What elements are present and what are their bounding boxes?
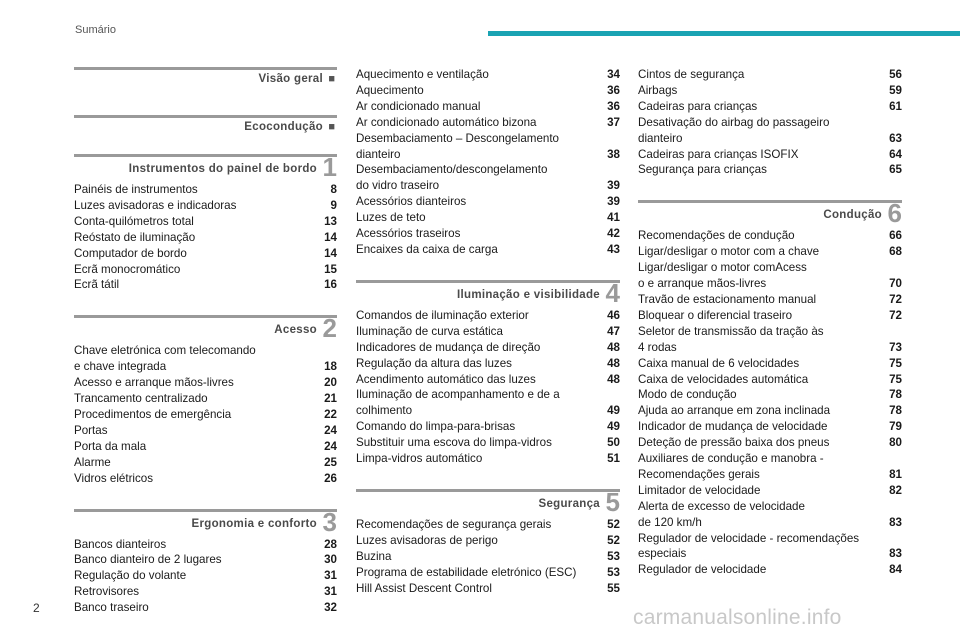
toc-entry-title: Airbags — [638, 83, 678, 97]
section-title: Condução — [823, 209, 882, 222]
toc-entry-page: 52 — [607, 517, 620, 531]
toc-entry[interactable] — [356, 340, 620, 356]
toc-entry-page: 70 — [889, 277, 902, 291]
toc-entry-title: Seletor de transmissão da tração às 4 rodas — [638, 324, 824, 354]
toc-entry[interactable] — [74, 600, 337, 616]
toc-column-3 — [638, 67, 902, 578]
toc-entry[interactable] — [356, 99, 620, 115]
toc-entry[interactable] — [638, 292, 902, 308]
toc-entry[interactable] — [638, 67, 902, 83]
toc-entry[interactable] — [74, 214, 337, 230]
section-header[interactable] — [74, 506, 337, 537]
toc-entry[interactable] — [356, 451, 620, 467]
toc-entry-page: 73 — [889, 340, 902, 354]
toc-entry[interactable] — [74, 182, 337, 198]
toc-section — [356, 67, 620, 258]
toc-entry[interactable] — [74, 552, 337, 568]
section-number: 2 — [322, 313, 337, 344]
toc-entry-page: 49 — [607, 420, 620, 434]
toc-entry-page: 39 — [607, 195, 620, 209]
toc-entry-page: 50 — [607, 436, 620, 450]
toc-entry-page: 63 — [889, 131, 902, 145]
toc-entry[interactable] — [356, 226, 620, 242]
toc-entry-title: Travão de estacionamento manual — [638, 292, 817, 306]
toc-entry[interactable] — [638, 147, 902, 163]
toc-entry-page: 38 — [607, 147, 620, 161]
section-spacer — [356, 467, 620, 489]
section-marker-icon: ■ — [328, 121, 335, 133]
toc-entry[interactable] — [74, 439, 337, 455]
section-title: Iluminação e visibilidade — [457, 288, 600, 301]
toc-entry-title: Ligar/desligar o motor comAcess o e arranque mãos-livres — [638, 261, 807, 291]
toc-entry-title: Desembaciamento/descongelamento do vidro traseiro — [356, 163, 548, 193]
toc-entry[interactable] — [638, 115, 902, 147]
toc-entry-title: Alerta de excesso de velocidade de 120 km/h — [638, 499, 805, 529]
toc-entry-page: 83 — [889, 515, 902, 529]
toc-entry-title: Segurança para crianças — [638, 163, 767, 177]
toc-entry-title: Bloquear o diferencial traseiro — [638, 308, 793, 322]
toc-entry-page: 51 — [607, 452, 620, 466]
toc-entry-title: Aquecimento e ventilação — [356, 68, 489, 81]
toc-entry-page: 66 — [889, 229, 902, 243]
toc-entry[interactable] — [356, 210, 620, 226]
toc-entry[interactable] — [638, 356, 902, 372]
toc-entry-title: Cadeiras para crianças ISOFIX — [638, 147, 799, 161]
toc-entry[interactable] — [638, 435, 902, 451]
toc-entry[interactable] — [74, 343, 337, 375]
toc-entry-page: 31 — [324, 585, 337, 599]
toc-entry[interactable] — [356, 162, 620, 194]
page-number: 2 — [33, 601, 40, 615]
toc-entry-page: 16 — [324, 278, 337, 292]
section-number: 4 — [605, 277, 620, 308]
section-header[interactable] — [356, 277, 620, 308]
toc-entry-title: Deteção de pressão baixa dos pneus — [638, 436, 830, 450]
toc-entry-page: 48 — [607, 340, 620, 354]
section-spacer — [74, 141, 337, 154]
toc-entry-page: 36 — [607, 99, 620, 113]
toc-entry-title: Caixa de velocidades automática — [638, 372, 809, 386]
toc-entry[interactable] — [356, 356, 620, 372]
toc-entry[interactable] — [74, 391, 337, 407]
toc-entry[interactable] — [356, 372, 620, 388]
toc-entry[interactable] — [356, 194, 620, 210]
toc-entry[interactable] — [356, 435, 620, 451]
toc-entry-title: Regulação do volante — [74, 569, 187, 583]
toc-section — [74, 154, 337, 293]
toc-entry[interactable] — [356, 419, 620, 435]
toc-entry-title: Bancos dianteiros — [74, 537, 167, 551]
toc-entry-title: Buzina — [356, 549, 392, 563]
toc-entry-title: Indicador de mudança de velocidade — [638, 420, 828, 434]
section-number: 3 — [322, 506, 337, 537]
toc-entry-title: Desativação do airbag do passageiro dianteiro — [638, 115, 830, 145]
toc-entry[interactable] — [74, 537, 337, 553]
section-title: Visão geral — [258, 73, 323, 85]
toc-entry-page: 13 — [324, 214, 337, 228]
toc-entry-page: 9 — [330, 198, 337, 212]
toc-entry-page: 24 — [324, 439, 337, 453]
toc-entry-title: Hill Assist Descent Control — [356, 581, 492, 595]
toc-entry[interactable] — [74, 230, 337, 246]
section-header[interactable] — [638, 200, 902, 228]
toc-entry[interactable] — [356, 242, 620, 258]
toc-entry-title: Modo de condução — [638, 388, 737, 402]
toc-entry-title: Recomendações de condução — [638, 229, 795, 243]
toc-entry-page: 49 — [607, 404, 620, 418]
toc-entry-page: 26 — [324, 471, 337, 485]
toc-entry-title: Retrovisores — [74, 585, 140, 599]
toc-entry-title: Indicadores de mudança de direção — [356, 340, 541, 354]
toc-section — [74, 67, 337, 93]
toc-entry-title: Caixa manual de 6 velocidades — [638, 356, 800, 370]
toc-entry-title: Vidros elétricos — [74, 471, 154, 485]
toc-column-1 — [74, 67, 337, 616]
section-spacer — [74, 293, 337, 315]
toc-entry-page: 79 — [889, 420, 902, 434]
toc-entry-page: 22 — [324, 407, 337, 421]
toc-entry[interactable] — [638, 324, 902, 356]
toc-entry-page: 68 — [889, 245, 902, 259]
section-rule — [74, 315, 337, 318]
section-number: 6 — [887, 198, 902, 229]
section-rule — [356, 280, 620, 283]
toc-entry-page: 34 — [607, 68, 620, 81]
toc-entry[interactable] — [74, 375, 337, 391]
toc-entry[interactable] — [638, 372, 902, 388]
toc-entry-page: 21 — [324, 392, 337, 406]
toc-entry[interactable] — [638, 483, 902, 499]
toc-entry-page: 36 — [607, 83, 620, 97]
toc-entry-title: Porta da mala — [74, 439, 147, 453]
toc-entry-page: 28 — [324, 537, 337, 551]
toc-entry[interactable] — [356, 549, 620, 565]
toc-entry-title: Ecrã monocromático — [74, 262, 181, 276]
section-rule — [356, 489, 620, 492]
toc-entry-title: Ecrã tátil — [74, 278, 120, 292]
toc-entry-page: 25 — [324, 455, 337, 469]
toc-entry-page: 18 — [324, 360, 337, 374]
header-label: Sumário — [75, 24, 116, 36]
toc-entry[interactable] — [638, 228, 902, 244]
toc-entry-title: Trancamento centralizado — [74, 392, 208, 406]
section-number: 5 — [605, 486, 620, 517]
toc-entry-title: Luzes avisadoras de perigo — [356, 533, 498, 547]
toc-entry-title: Acendimento automático das luzes — [356, 372, 536, 386]
toc-entry-title: Aquecimento — [356, 83, 424, 97]
section-title: Acesso — [274, 324, 317, 337]
toc-entry-page: 55 — [607, 581, 620, 595]
toc-entry-title: Desembaciamento – Descongelamento dianteiro — [356, 131, 560, 161]
section-rule — [638, 200, 902, 203]
toc-entry[interactable] — [74, 584, 337, 600]
toc-entry-title: Auxiliares de condução e manobra - Recomendações gerais — [638, 452, 824, 481]
toc-entry-title: Procedimentos de emergência — [74, 407, 232, 421]
toc-entry-page: 81 — [889, 467, 902, 481]
toc-entry-page: 14 — [324, 230, 337, 244]
toc-entry-page: 32 — [324, 601, 337, 615]
section-header[interactable] — [74, 154, 337, 182]
section-rule — [74, 154, 337, 157]
toc-entry-title: Reóstato de iluminação — [74, 230, 196, 244]
toc-entry[interactable] — [638, 451, 902, 483]
toc-entry-title: Computador de bordo — [74, 246, 187, 260]
toc-entry-page: 84 — [889, 563, 902, 577]
toc-entry-title: Ar condicionado automático bizona — [356, 115, 537, 129]
toc-entry-title: Comando do limpa-para-brisas — [356, 420, 516, 434]
toc-entry[interactable] — [356, 324, 620, 340]
toc-entry[interactable] — [356, 308, 620, 324]
toc-entry-page: 30 — [324, 553, 337, 567]
section-spacer — [74, 93, 337, 115]
section-marker-icon: ■ — [328, 73, 335, 85]
section-rule — [74, 115, 337, 118]
toc-entry[interactable] — [638, 562, 902, 578]
toc-entry[interactable] — [74, 568, 337, 584]
toc-entry[interactable] — [74, 277, 337, 293]
toc-entry-page: 20 — [324, 376, 337, 390]
toc-entry[interactable] — [74, 198, 337, 214]
toc-entry-page: 48 — [607, 356, 620, 370]
toc-entry[interactable] — [638, 162, 902, 178]
toc-entry-page: 59 — [889, 83, 902, 97]
toc-entry-title: Iluminação de acompanhamento e de a colhimento — [356, 388, 560, 418]
section-header[interactable] — [356, 486, 620, 517]
toc-entry-page: 65 — [889, 163, 902, 177]
toc-entry-title: Substituir uma escova do limpa-vidros — [356, 436, 552, 450]
toc-entry-title: Limpa-vidros automático — [356, 452, 483, 466]
section-title: Segurança — [538, 497, 600, 510]
toc-entry[interactable] — [74, 455, 337, 471]
toc-entry[interactable] — [356, 83, 620, 99]
toc-entry-page: 39 — [607, 179, 620, 193]
toc-entry-title: Programa de estabilidade eletrónico (ESC) — [356, 565, 577, 579]
toc-entry-title: Ar condicionado manual — [356, 99, 481, 113]
toc-entry[interactable] — [638, 260, 902, 292]
toc-entry-page: 53 — [607, 565, 620, 579]
toc-entry-page: 43 — [607, 242, 620, 256]
toc-entry-title: Acesso e arranque mãos-livres — [74, 376, 234, 390]
toc-entry[interactable] — [356, 387, 620, 419]
toc-entry[interactable] — [356, 533, 620, 549]
toc-entry-title: Painéis de instrumentos — [74, 183, 198, 196]
toc-entry-page: 61 — [889, 99, 902, 113]
toc-entry-page: 47 — [607, 324, 620, 338]
toc-entry-page: 14 — [324, 246, 337, 260]
section-rule — [74, 509, 337, 512]
toc-entry[interactable] — [638, 99, 902, 115]
toc-section — [356, 486, 620, 597]
section-spacer — [74, 487, 337, 509]
toc-entry-page: 52 — [607, 533, 620, 547]
toc-entry-page: 72 — [889, 292, 902, 306]
toc-entry-title: Iluminação de curva estática — [356, 324, 503, 338]
toc-entry-page: 48 — [607, 372, 620, 386]
toc-entry[interactable] — [638, 403, 902, 419]
section-rule — [74, 67, 337, 70]
toc-entry-title: Alarme — [74, 455, 111, 469]
section-spacer — [356, 258, 620, 280]
toc-entry[interactable] — [74, 246, 337, 262]
toc-entry-title: Cintos de segurança — [638, 68, 745, 81]
toc-entry-page: 53 — [607, 549, 620, 563]
section-title: Ergonomia e conforto — [191, 517, 317, 530]
toc-entry[interactable] — [638, 499, 902, 531]
toc-entry-title: Encaixes da caixa de carga — [356, 242, 498, 256]
toc-entry-page: 78 — [889, 404, 902, 418]
toc-entry-page: 80 — [889, 436, 902, 450]
toc-entry[interactable] — [356, 581, 620, 597]
toc-entry[interactable] — [74, 262, 337, 278]
toc-entry-title: Banco traseiro — [74, 601, 149, 615]
toc-entry-title: Limitador de velocidade — [638, 483, 761, 497]
toc-entry[interactable] — [74, 407, 337, 423]
toc-section — [638, 67, 902, 178]
toc-entry[interactable] — [356, 115, 620, 131]
toc-section — [74, 315, 337, 486]
toc-entry-page: 15 — [324, 262, 337, 276]
section-header[interactable] — [74, 315, 337, 343]
section-number: 1 — [322, 152, 337, 182]
toc-entry[interactable] — [638, 308, 902, 324]
toc-entry-page: 83 — [889, 547, 902, 561]
toc-entry-title: Comandos de iluminação exterior — [356, 308, 529, 322]
toc-entry-page: 24 — [324, 423, 337, 437]
toc-entry-page: 41 — [607, 211, 620, 225]
toc-entry[interactable] — [74, 471, 337, 487]
toc-entry-page: 82 — [889, 483, 902, 497]
watermark: carmanualsonline.info — [633, 606, 842, 629]
section-title: Ecocondução — [244, 121, 323, 133]
toc-entry-page: 37 — [607, 115, 620, 129]
toc-entry-page: 56 — [889, 68, 902, 81]
toc-entry-page: 75 — [889, 372, 902, 386]
toc-entry-title: Ligar/desligar o motor com a chave — [638, 245, 820, 259]
toc-entry[interactable] — [356, 517, 620, 533]
toc-entry-title: Chave eletrónica com telecomando e chave integrada — [74, 344, 256, 374]
section-spacer — [638, 178, 902, 200]
toc-entry-page: 46 — [607, 308, 620, 322]
toc-section — [638, 200, 902, 578]
toc-entry[interactable] — [638, 531, 902, 563]
header-accent-bar — [488, 31, 960, 36]
toc-entry-title: Banco dianteiro de 2 lugares — [74, 553, 222, 567]
toc-entry[interactable] — [356, 131, 620, 163]
toc-entry-title: Regulação da altura das luzes — [356, 356, 512, 370]
toc-entry-page: 78 — [889, 388, 902, 402]
toc-entry-page: 42 — [607, 227, 620, 241]
toc-entry-page: 8 — [330, 183, 337, 196]
section-title: Instrumentos do painel de bordo — [128, 163, 317, 175]
toc-section — [74, 115, 337, 141]
toc-entry-title: Regulador de velocidade — [638, 563, 767, 577]
toc-entry[interactable] — [356, 67, 620, 83]
toc-entry[interactable] — [638, 83, 902, 99]
toc-entry-title: Portas — [74, 423, 108, 437]
toc-entry[interactable] — [74, 423, 337, 439]
toc-section — [74, 506, 337, 617]
toc-entry-title: Recomendações de segurança gerais — [356, 517, 552, 531]
toc-section — [356, 277, 620, 467]
toc-entry-title: Conta-quilómetros total — [74, 214, 194, 228]
toc-entry-title: Regulador de velocidade - recomendações especiais — [638, 531, 860, 561]
toc-entry-title: Luzes avisadoras e indicadoras — [74, 198, 237, 212]
section-header[interactable] — [74, 115, 337, 141]
toc-entry[interactable] — [638, 419, 902, 435]
toc-entry[interactable] — [638, 244, 902, 260]
section-header[interactable] — [74, 67, 337, 93]
toc-entry-title: Acessórios dianteiros — [356, 195, 467, 209]
toc-entry[interactable] — [638, 387, 902, 403]
toc-entry-title: Ajuda ao arranque em zona inclinada — [638, 404, 831, 418]
toc-entry-page: 64 — [889, 147, 902, 161]
toc-entry-page: 72 — [889, 308, 902, 322]
toc-entry[interactable] — [356, 565, 620, 581]
toc-entry-page: 75 — [889, 356, 902, 370]
toc-entry-title: Acessórios traseiros — [356, 227, 461, 241]
toc-entry-page: 31 — [324, 569, 337, 583]
toc-entry-title: Cadeiras para crianças — [638, 99, 758, 113]
toc-entry-title: Luzes de teto — [356, 211, 426, 225]
toc-column-2 — [356, 67, 620, 596]
